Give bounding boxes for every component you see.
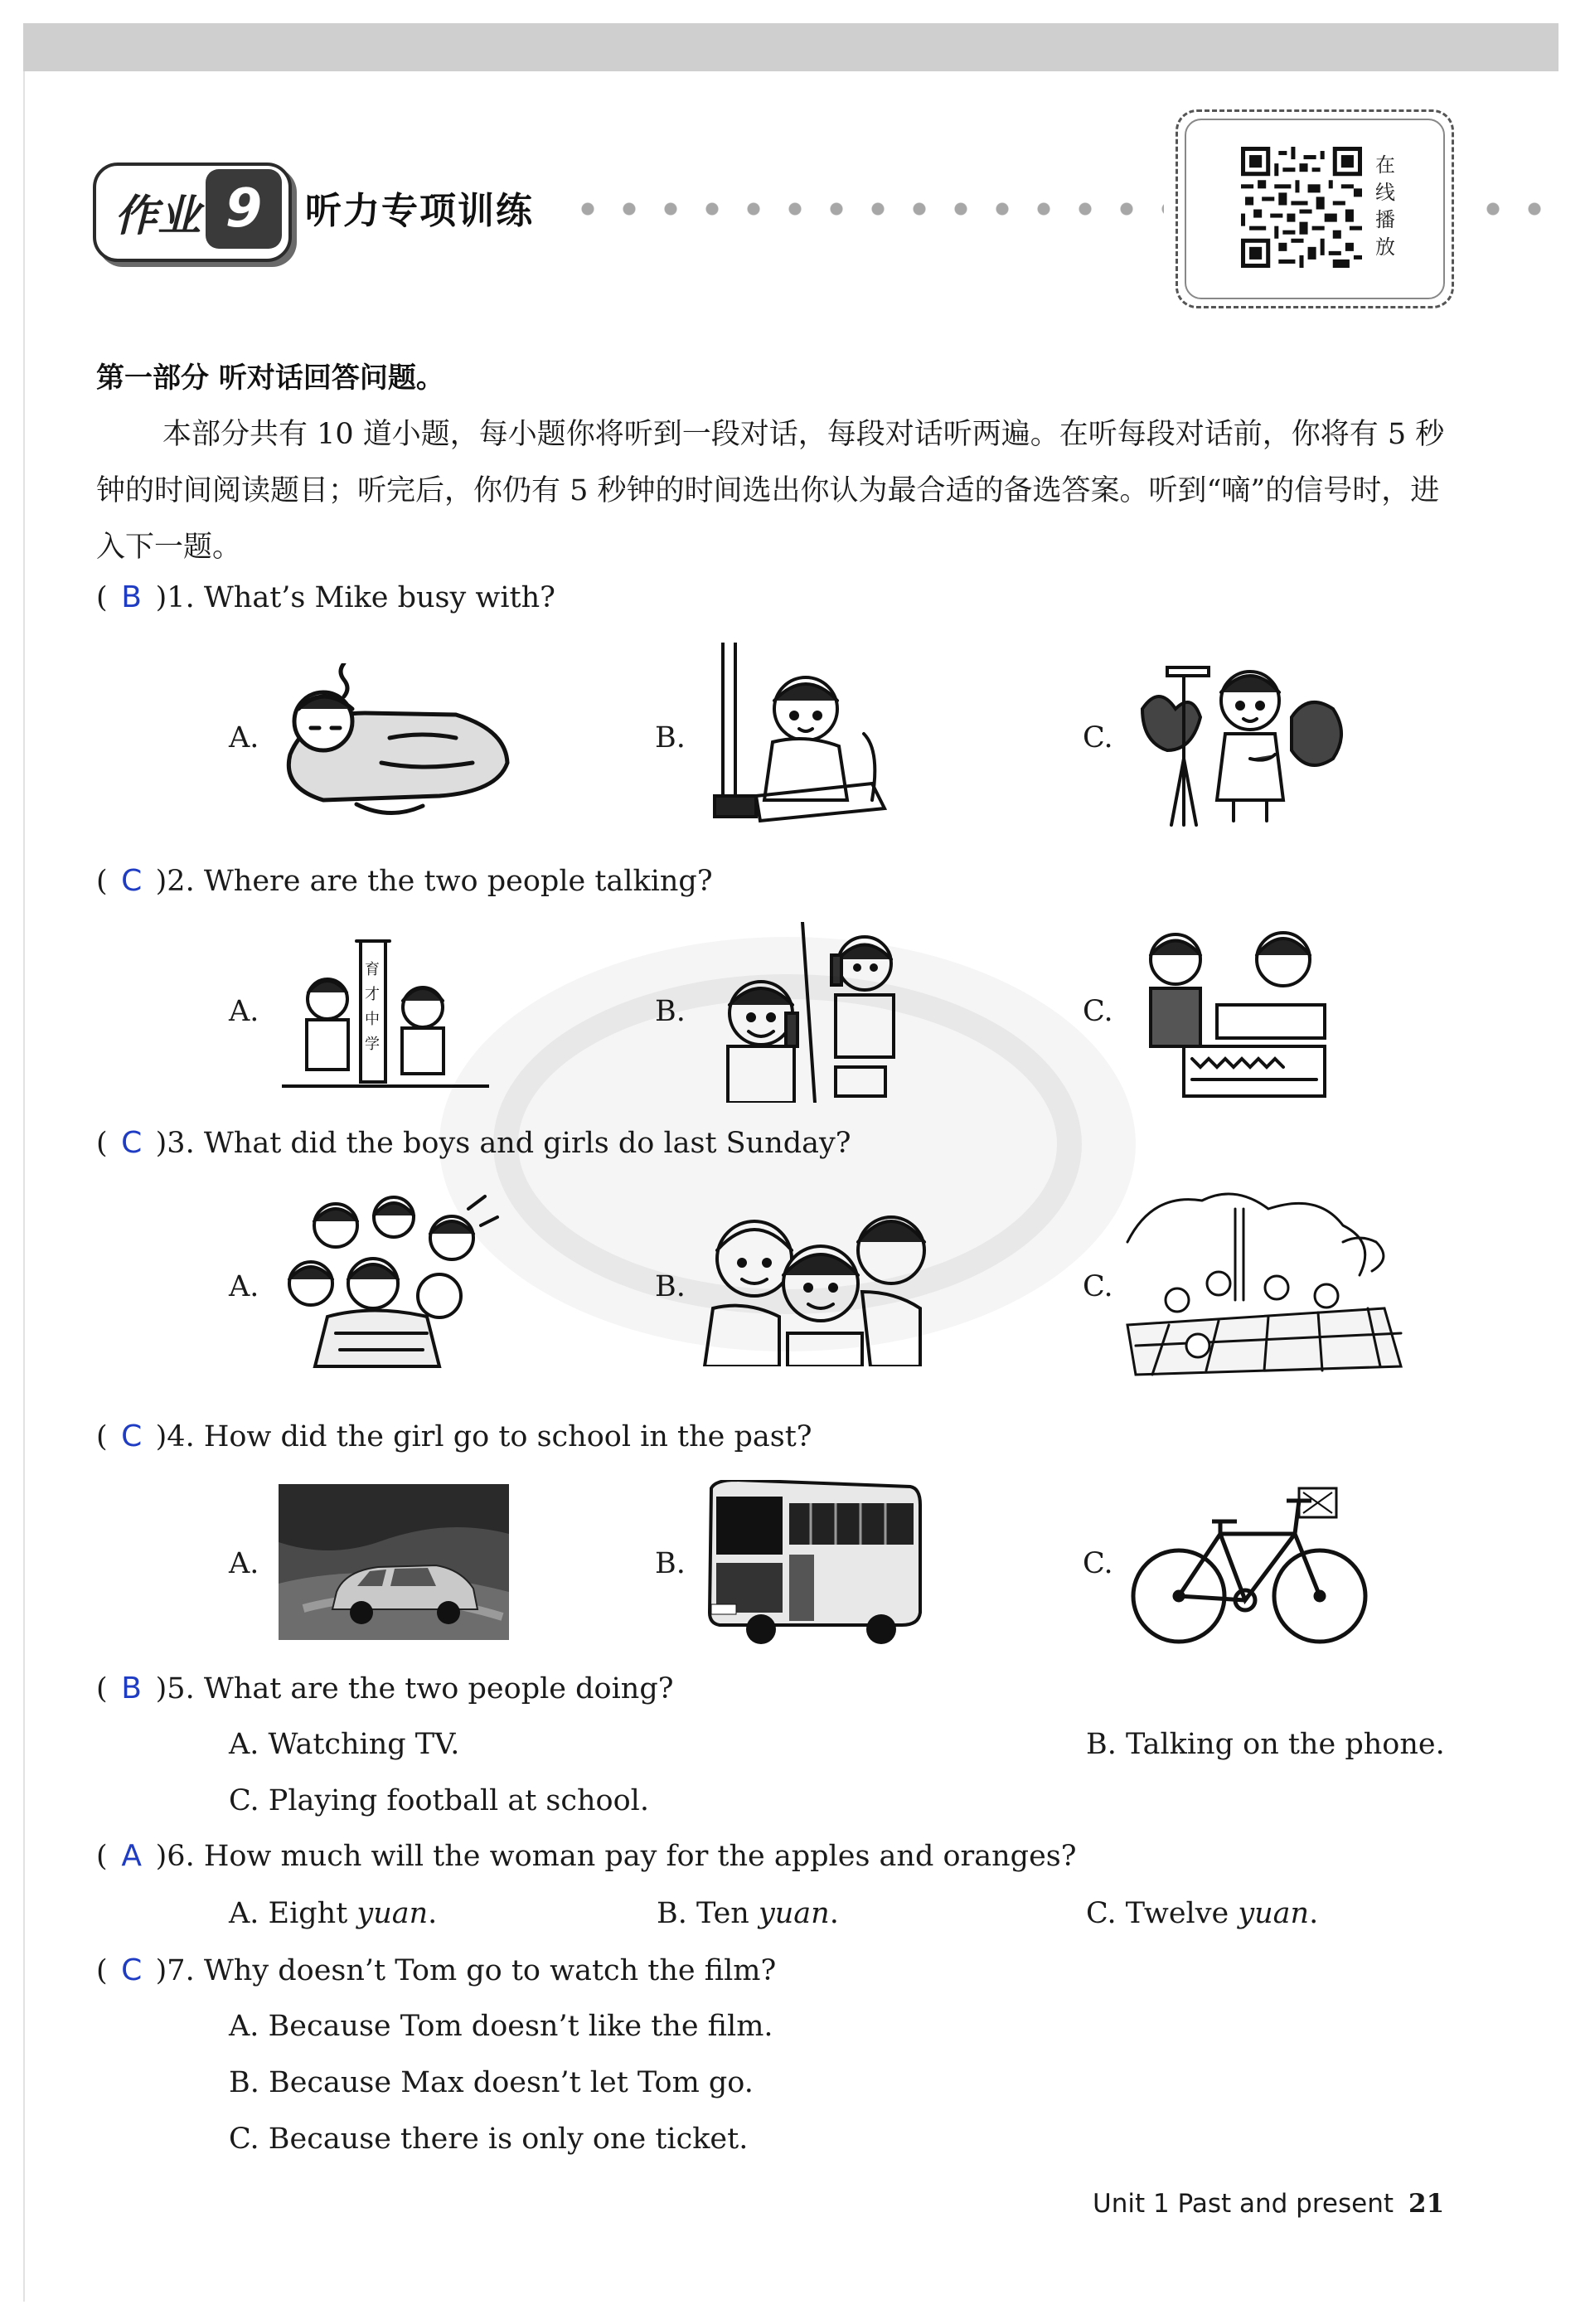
answer-6: A [121, 1839, 142, 1873]
option-suffix: . [1309, 1897, 1319, 1930]
option-label: C. [1083, 995, 1113, 1028]
question-text: )3. What did the boys and girls do last Sunday? [155, 1127, 851, 1160]
option-unit: yuan [1238, 1897, 1310, 1930]
svg-text:中: 中 [365, 1011, 380, 1028]
paren-open: ( [96, 1840, 108, 1873]
bus-photo [703, 1480, 927, 1646]
option-prefix: B. Ten [657, 1897, 759, 1930]
car-photo [279, 1484, 509, 1640]
option-label: B. [655, 1270, 686, 1303]
option-label: C. [1083, 1270, 1113, 1303]
kids-watching-screen-picture [696, 1201, 928, 1366]
girl-painting-outdoors-picture [1134, 643, 1350, 827]
qr-caption-char: 播 [1375, 208, 1395, 231]
family-picnic-in-park-picture [1119, 1184, 1405, 1383]
answer-5: B [121, 1671, 142, 1705]
part-instructions: 本部分共有 10 道小题，每小题你将听到一段对话，每段对话听两遍。在听每段对话前，你将有 5 秒钟的时间阅读题目；听完后，你仍有 5 秒钟的时间选出你认为最合适的备选答案。听到“嘀”的信号时，进入下一题。 [96, 418, 1445, 564]
paren-open: ( [96, 1420, 108, 1453]
option-b: B. Talking on the phone. [1086, 1728, 1445, 1761]
page-left-edge [23, 71, 25, 2302]
question-text: )5. What are the two people doing? [155, 1672, 674, 1705]
paren-open: ( [96, 1672, 108, 1705]
question-text: )7. Why doesn’t Tom go to watch the film? [155, 1954, 777, 1987]
page-footer [1093, 2189, 1444, 2219]
unit-title: Unit 1 Past and present [1093, 2189, 1394, 2219]
question-text: )1. What’s Mike busy with? [155, 581, 555, 614]
option-suffix: . [829, 1897, 839, 1930]
question-6 [96, 1839, 1077, 1873]
question-3 [96, 1126, 851, 1160]
option-label: C. [1083, 1547, 1113, 1580]
qr-code-icon[interactable] [1241, 147, 1362, 268]
qr-caption-char: 放 [1375, 235, 1395, 259]
people-at-shop-counter-picture [1142, 922, 1333, 1100]
option-a: A. Because Tom doesn’t like the film. [229, 2010, 773, 2043]
svg-text:育: 育 [365, 961, 380, 978]
question-5 [96, 1671, 674, 1705]
answer-4: C [121, 1419, 143, 1453]
question-4 [96, 1419, 812, 1453]
option-label: A. [229, 1270, 259, 1303]
question-1 [96, 580, 555, 614]
option-a [229, 1897, 437, 1930]
homework-label: 作业 [114, 192, 201, 241]
boy-doing-homework-picture [706, 643, 889, 825]
option-c [1086, 1897, 1318, 1930]
option-suffix: . [428, 1897, 438, 1930]
boy-and-girl-on-phone-picture [711, 922, 910, 1103]
answer-2: C [121, 864, 143, 898]
answer-3: C [121, 1126, 143, 1160]
question-2 [96, 864, 713, 898]
decorative-dots [567, 202, 1164, 216]
question-text: )6. How much will the woman pay for the apples and oranges? [155, 1840, 1077, 1873]
question-text: )2. Where are the two people talking? [155, 865, 713, 898]
qr-caption-char: 线 [1375, 181, 1395, 204]
answer-1: B [121, 580, 142, 614]
paren-open: ( [96, 581, 108, 614]
option-label: B. [655, 1547, 686, 1580]
qr-caption [1375, 152, 1403, 261]
bicycle-photo [1129, 1484, 1369, 1648]
homework-badge [93, 163, 292, 262]
svg-text:才: 才 [365, 986, 380, 1003]
kids-at-party-picture [278, 1192, 502, 1375]
qr-code-panel[interactable] [1176, 109, 1454, 308]
option-prefix: A. Eight [229, 1897, 357, 1930]
kids-at-school-gate-picture [282, 933, 489, 1090]
boy-sleeping-in-bed-picture [274, 663, 514, 821]
option-c: C. Playing football at school. [229, 1784, 650, 1817]
page-top-strip [23, 23, 1558, 71]
paren-open: ( [96, 865, 108, 898]
option-unit: yuan [356, 1897, 429, 1930]
answer-7: C [121, 1953, 143, 1987]
paren-open: ( [96, 1127, 108, 1160]
question-text: )4. How did the girl go to school in the past? [155, 1420, 812, 1453]
part-title: 第一部分 听对话回答问题。 [96, 361, 444, 395]
option-unit: yuan [758, 1897, 830, 1930]
option-a: A. Watching TV. [229, 1728, 460, 1761]
option-label: C. [1083, 721, 1113, 754]
paren-open: ( [96, 1954, 108, 1987]
option-b [657, 1897, 839, 1930]
qr-caption-char: 在 [1375, 153, 1395, 177]
decorative-dots-right [1472, 202, 1558, 216]
question-7 [96, 1953, 776, 1987]
option-label: A. [229, 721, 259, 754]
page-number: 21 [1408, 2189, 1445, 2219]
option-prefix: C. Twelve [1086, 1897, 1239, 1930]
homework-number: 9 [206, 169, 282, 249]
option-c: C. Because there is only one ticket. [229, 2123, 749, 2156]
option-label: A. [229, 995, 259, 1028]
option-label: A. [229, 1547, 259, 1580]
option-label: B. [655, 995, 686, 1028]
option-label: B. [655, 721, 686, 754]
svg-text:学: 学 [365, 1036, 380, 1053]
section-name: 听力专项训练 [305, 190, 534, 232]
option-b: B. Because Max doesn’t let Tom go. [229, 2066, 754, 2099]
